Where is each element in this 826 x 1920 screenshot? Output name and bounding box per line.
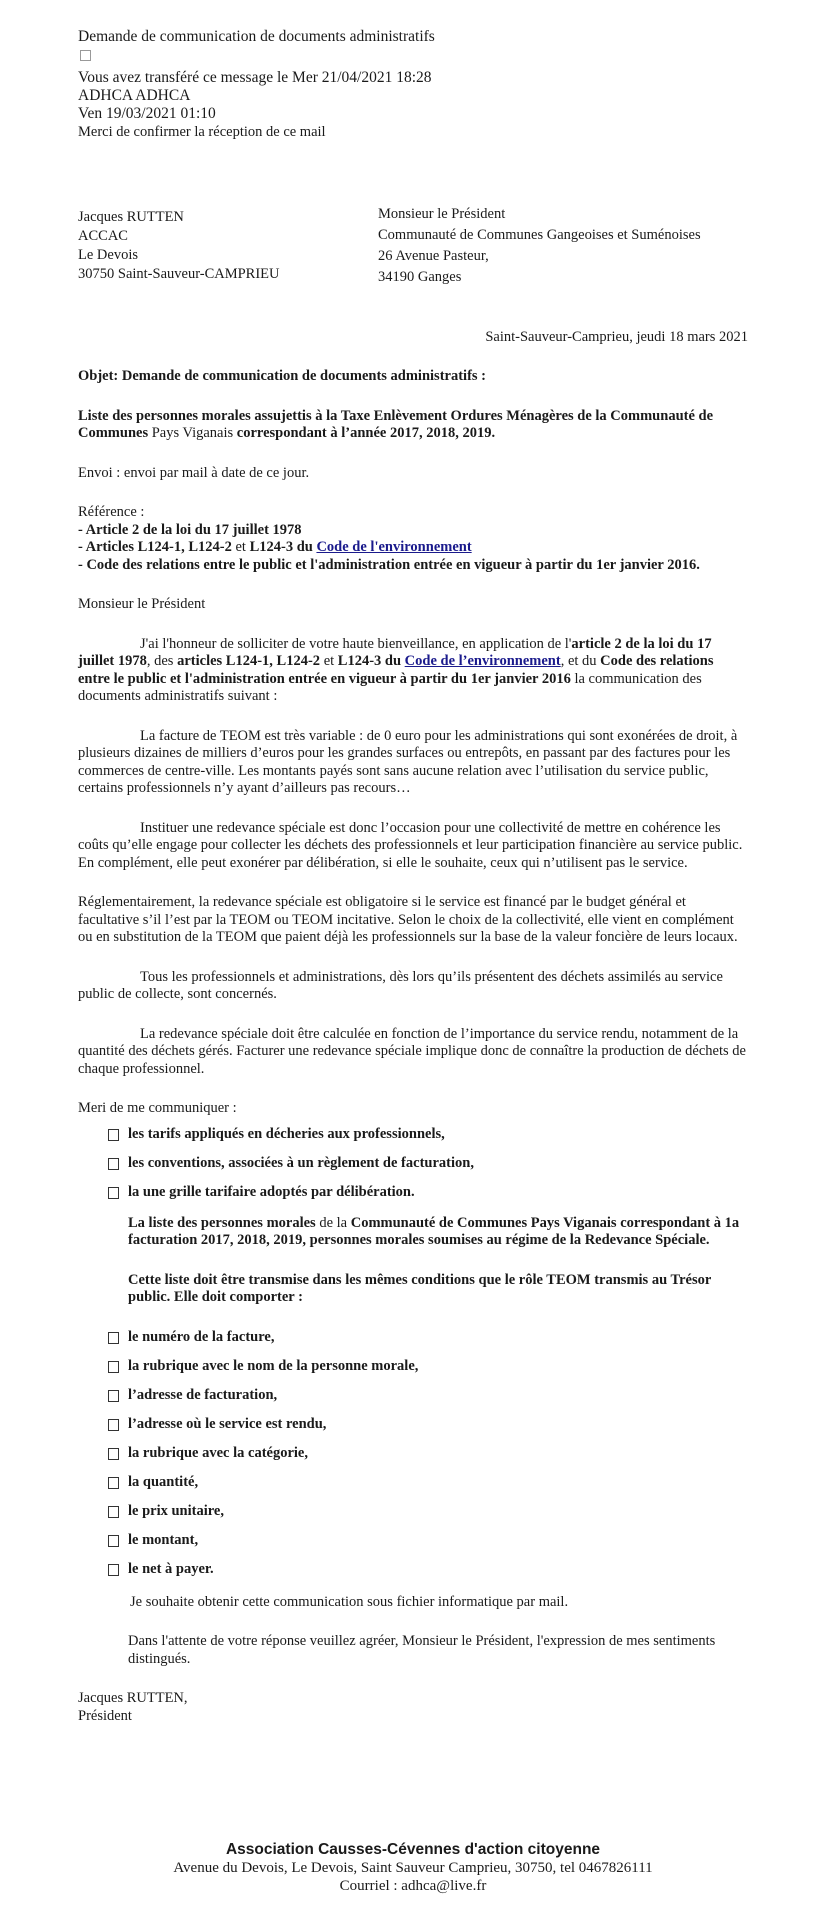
- reference-item: - Articles L124-1, L124-2 et L124-3 du Code de l'environnement: [78, 539, 472, 555]
- checkbox-icon: [108, 1448, 119, 1460]
- checkbox-icon: [108, 1187, 119, 1199]
- list-item: le net à payer.: [78, 1561, 746, 1590]
- organization-name: Association Causses-Cévennes d'action citoyenne: [225, 1841, 601, 1858]
- email-subject: Demande de communication de documents administratifs: [78, 28, 435, 45]
- closing-formula: Dans l'attente de votre réponse veuillez agréer, Monsieur le Président, l'expression de mes sentiments distingués.: [128, 1633, 716, 1667]
- list-item: les conventions, associées à un règlement de facturation,: [78, 1155, 746, 1184]
- list-item: la rubrique avec le nom de la personne morale,: [78, 1358, 746, 1387]
- list-item: le montant,: [78, 1532, 746, 1561]
- read-receipt-request: Merci de confirmer la réception de ce mail: [78, 124, 326, 140]
- wish-line: Je souhaite obtenir cette communication sous fichier informatique par mail.: [130, 1593, 569, 1610]
- reference-label: Référence :: [78, 504, 145, 520]
- list-item: la quantité,: [78, 1474, 746, 1503]
- checkbox-icon: [108, 1129, 119, 1141]
- envoi-line: Envoi : envoi par mail à date de ce jour.: [78, 464, 310, 481]
- checkbox-icon: [108, 1390, 119, 1402]
- reference-item: - Code des relations entre le public et l'administration entrée en vigueur à partir du 1er janvier 2016.: [78, 556, 700, 573]
- code-environnement-link[interactable]: Code de l’environnement: [404, 653, 561, 669]
- paragraph: Tous les professionnels et administrations, dès lors qu’ils présentent des déchets assimilés au service public de collecte, sont concernés.: [78, 968, 723, 1002]
- paragraph: La redevance spéciale doit être calculée en fonction de l’importance du service rendu, notamment de la quantité des déchets gérés. Facturer une redevance spéciale implique donc de connaître la production de déchets de chaque professionnel.: [78, 1025, 746, 1077]
- recipient-line: 34190 Ganges: [378, 269, 462, 285]
- recipient-line: 26 Avenue Pasteur,: [378, 248, 489, 264]
- checkbox-icon: [108, 1564, 119, 1576]
- recipient-line: Communauté de Communes Gangeoises et Suménoises: [378, 227, 701, 243]
- checkbox-icon[interactable]: [80, 50, 91, 61]
- email-sender: ADHCA ADHCA: [78, 87, 191, 104]
- indented-block: La liste des personnes morales de la Communauté de Communes Pays Viganais correspondant à 1a facturation 2017, 2018, 2019, personnes morales soumises au régime de la Redevance Spéciale.: [128, 1214, 740, 1248]
- list-item: le numéro de la facture,: [78, 1329, 746, 1358]
- letter-body: [78, 368, 746, 1725]
- paragraph: Réglementairement, la redevance spéciale est obligatoire si le service est financé par le budget général et facultative s’il l’est par la TEOM ou TEOM incitative. Selon le choix de la collectivité, elle vient en complément ou en substitution de la TEOM que paient déjà les professionnels sur la base de la valeur foncière de leurs locaux.: [78, 894, 738, 945]
- checkbox-icon: [108, 1158, 119, 1170]
- paragraph: J'ai l'honneur de solliciter de votre haute bienveillance, en application de l'article 2 de la loi du 17 juillet 1978, des articles L124-1, L124-2 et L124-3 du Code de l’environnement, et du Code des relations entre le public et l'administration entrée en vigueur à partir du 1er janvier 2016 la communication des documents administratifs suivant :: [78, 635, 714, 704]
- checkbox-icon: [108, 1535, 119, 1547]
- list-item: le prix unitaire,: [78, 1503, 746, 1532]
- reference-item: - Article 2 de la loi du 17 juillet 1978: [78, 521, 302, 538]
- forward-note: Vous avez transféré ce message le Mer 21/04/2021 18:28: [78, 69, 432, 86]
- request-list: [78, 1126, 746, 1213]
- list-item: la une grille tarifaire adoptés par délibération.: [78, 1184, 746, 1213]
- sender-address: [78, 208, 280, 284]
- checkbox-icon: [108, 1419, 119, 1431]
- list-item: l’adresse où le service est rendu,: [78, 1416, 746, 1445]
- code-environnement-link[interactable]: Code de l'environnement: [316, 539, 472, 555]
- sender-line: Le Devois: [78, 247, 138, 263]
- sender-line: ACCAC: [78, 228, 128, 244]
- checkbox-icon: [108, 1361, 119, 1373]
- sender-line: 30750 Saint-Sauveur-CAMPRIEU: [78, 266, 280, 282]
- list-item: la rubrique avec la catégorie,: [78, 1445, 746, 1474]
- email-header: [78, 28, 435, 141]
- organization-address: Avenue du Devois, Le Devois, Saint Sauveur Camprieu, 30750, tel 0467826111: [173, 1860, 653, 1876]
- paragraph: Instituer une redevance spéciale est donc l’occasion pour une collectivité de mettre en cohérence les coûts qu’elle engage pour collecter les déchets des professionnels et leur participation financière au service public. En complément, elle peut exonérer par délibération, si elle le souhaite, ceux qui n’utilisent pas le service.: [78, 819, 743, 871]
- list-item: l’adresse de facturation,: [78, 1387, 746, 1416]
- salutation: Monsieur le Président: [78, 596, 206, 612]
- field-list: [78, 1329, 746, 1590]
- paragraph: La facture de TEOM est très variable : de 0 euro pour les administrations qui sont exonérées de droit, à plusieurs dizaines de milliers d’euros pour les grandes surfaces ou entrepôts, en passant par des factures pour les commerces de centre-ville. Les montants payés sont sans aucune relation avec l’utilisation du service public, certains professionnels n’y ayant d’ailleurs pas recours…: [78, 727, 738, 796]
- list-title: Liste des personnes morales assujettis à la Taxe Enlèvement Ordures Ménagères de la Communauté de Communes Pays Viganais correspondant à l’année 2017, 2018, 2019.: [78, 407, 714, 441]
- checkbox-icon: [108, 1332, 119, 1344]
- recipient-address: [378, 204, 701, 288]
- checkbox-icon: [108, 1477, 119, 1489]
- object-line: Objet: Demande de communication de documents administratifs :: [78, 368, 486, 384]
- sender-line: Jacques RUTTEN: [78, 209, 184, 225]
- indented-block: Cette liste doit être transmise dans les mêmes conditions que le rôle TEOM transmis au Trésor public. Elle doit comporter :: [128, 1271, 712, 1305]
- email-date: Ven 19/03/2021 01:10: [78, 105, 216, 122]
- list-item: les tarifs appliqués en décheries aux professionnels,: [78, 1126, 746, 1155]
- letter-date: Saint-Sauveur-Camprieu, jeudi 18 mars 2021: [485, 329, 748, 345]
- recipient-line: Monsieur le Président: [378, 206, 506, 222]
- letterhead-footer: [0, 1841, 826, 1895]
- signature-name: Jacques RUTTEN,: [78, 1690, 188, 1706]
- signature-title: Président: [78, 1707, 132, 1724]
- request-intro: Meri de me communiquer :: [78, 1100, 237, 1116]
- checkbox-icon: [108, 1506, 119, 1518]
- organization-email: Courriel : adhca@live.fr: [339, 1878, 487, 1894]
